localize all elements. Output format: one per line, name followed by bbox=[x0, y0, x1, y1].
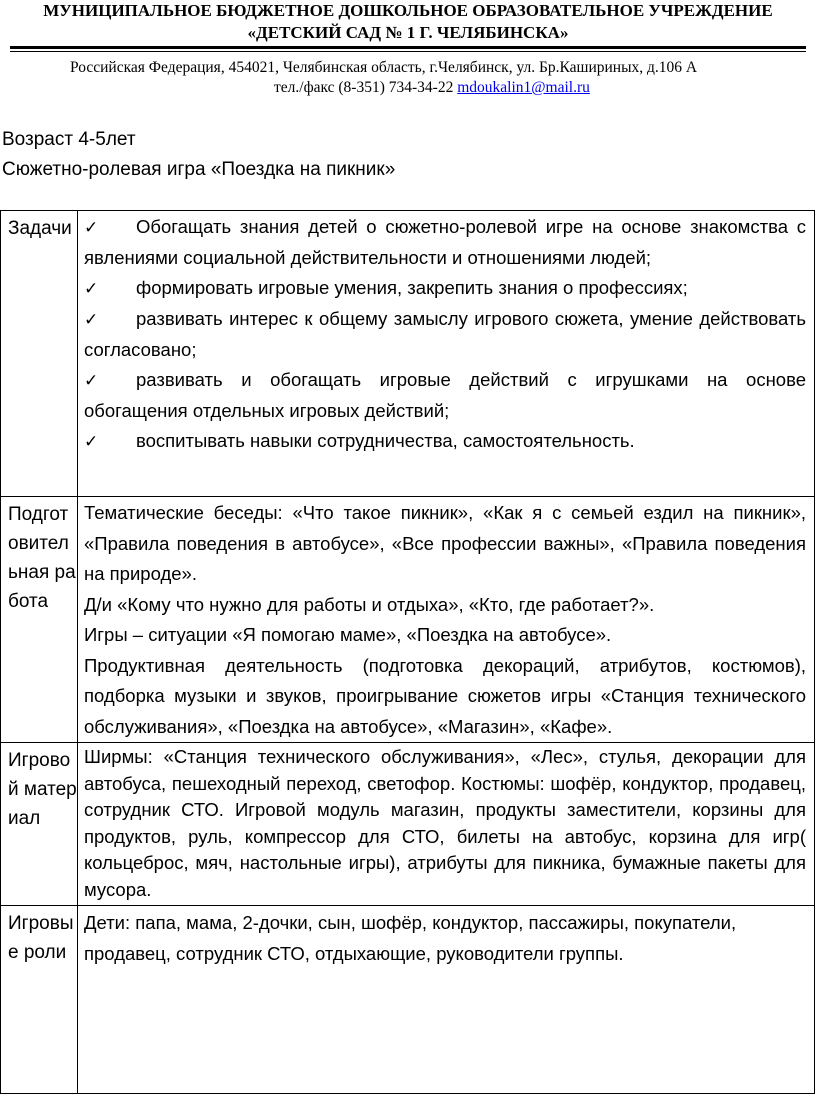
task-item: ✓ формировать игровые умения, закрепить знания о профессиях; bbox=[84, 273, 806, 304]
task-item: ✓ воспитывать навыки сотрудничества, самостоятельность. bbox=[84, 426, 806, 457]
email-link[interactable]: mdoukalin1@mail.ru bbox=[457, 79, 590, 96]
label-preparation: Подготовительная работа bbox=[1, 497, 78, 743]
institution-title-line2: «ДЕТСКИЙ САД № 1 Г. ЧЕЛЯБИНСКА» bbox=[247, 23, 569, 42]
task-item: ✓ развивать и обогащать игровые действий с игрушками на основе обогащения отдельных игровых действий; bbox=[84, 365, 806, 426]
preparation-paragraph: Тематические беседы: «Что такое пикник», «Как я с семьей ездил на пикник», «Правила поведения в автобусе», «Все профессии важны», «Правила поведения на природе». bbox=[84, 502, 806, 584]
age-group: Возраст 4-5лет bbox=[2, 129, 136, 150]
table-row-material bbox=[1, 743, 815, 906]
game-title: Сюжетно-ролевая игра «Поездка на пикник» bbox=[2, 159, 396, 180]
address-line: Российская Федерация, 454021, Челябинская область, г.Челябинск, ул. Бр.Кашириных, д.106 А bbox=[70, 59, 698, 76]
label-tasks: Задачи bbox=[1, 211, 78, 497]
header-divider-bottom bbox=[10, 51, 806, 52]
table-row-tasks bbox=[1, 211, 815, 497]
material-text: Ширмы: «Станция технического обслуживания», «Лес», стулья, декорации для автобуса, пешеходный переход, светофор. Костюмы: шофёр, кондуктор, продавец, сотрудник СТО. Игровой модуль магазин, продукты заместители, корзины для продуктов, руль, компрессор для СТО, билеты на автобус, корзина для игр( кольцеброс, мяч, настольные игры), атрибуты для пикника, бумажные пакеты для мусора. bbox=[78, 743, 815, 906]
preparation-paragraph: Д/и «Кому что нужно для работы и отдыха», «Кто, где работает?». bbox=[84, 593, 655, 615]
phone-fax: тел./факс (8-351) 734-34-22 bbox=[274, 79, 458, 96]
institution-title-line1: МУНИЦИПАЛЬНОЕ БЮДЖЕТНОЕ ДОШКОЛЬНОЕ ОБРАЗОВАТЕЛЬНОЕ УЧРЕЖДЕНИЕ bbox=[43, 1, 773, 20]
checkmark-icon: ✓ bbox=[84, 218, 99, 238]
checkmark-icon: ✓ bbox=[84, 310, 99, 330]
preparation-text bbox=[78, 497, 815, 743]
tasks-list bbox=[78, 211, 815, 497]
task-item: ✓ Обогащать знания детей о сюжетно-ролевой игре на основе знакомства с явлениями социальной действительности и отношениями людей; bbox=[84, 212, 806, 273]
checkmark-icon: ✓ bbox=[84, 279, 99, 299]
task-item: ✓ развивать интерес к общему замыслу игрового сюжета, умение действовать согласовано; bbox=[84, 304, 806, 365]
label-material: Игровой материал bbox=[1, 743, 78, 906]
roles-text: Дети: папа, мама, 2-дочки, сын, шофёр, кондуктор, пассажиры, покупатели, продавец, сотрудник СТО, отдыхающие, руководители группы. bbox=[78, 906, 815, 1094]
table-row-preparation bbox=[1, 497, 815, 743]
game-plan-table bbox=[0, 210, 815, 1094]
checkmark-icon: ✓ bbox=[84, 371, 99, 391]
header-divider-top bbox=[10, 46, 806, 49]
preparation-paragraph: Игры – ситуации «Я помогаю маме», «Поездка на автобусе». bbox=[84, 624, 612, 645]
preparation-paragraph: Продуктивная деятельность (подготовка декораций, атрибутов, костюмов), подборка музыки и звуков, проигрывание сюжетов игры «Станция технического обслуживания», «Поездка на автобусе», «Магазин», «Кафе». bbox=[84, 654, 806, 737]
checkmark-icon: ✓ bbox=[84, 432, 99, 452]
table-row-roles bbox=[1, 906, 815, 1094]
contact-line bbox=[274, 78, 590, 98]
label-roles: Игровые роли bbox=[1, 906, 78, 1094]
